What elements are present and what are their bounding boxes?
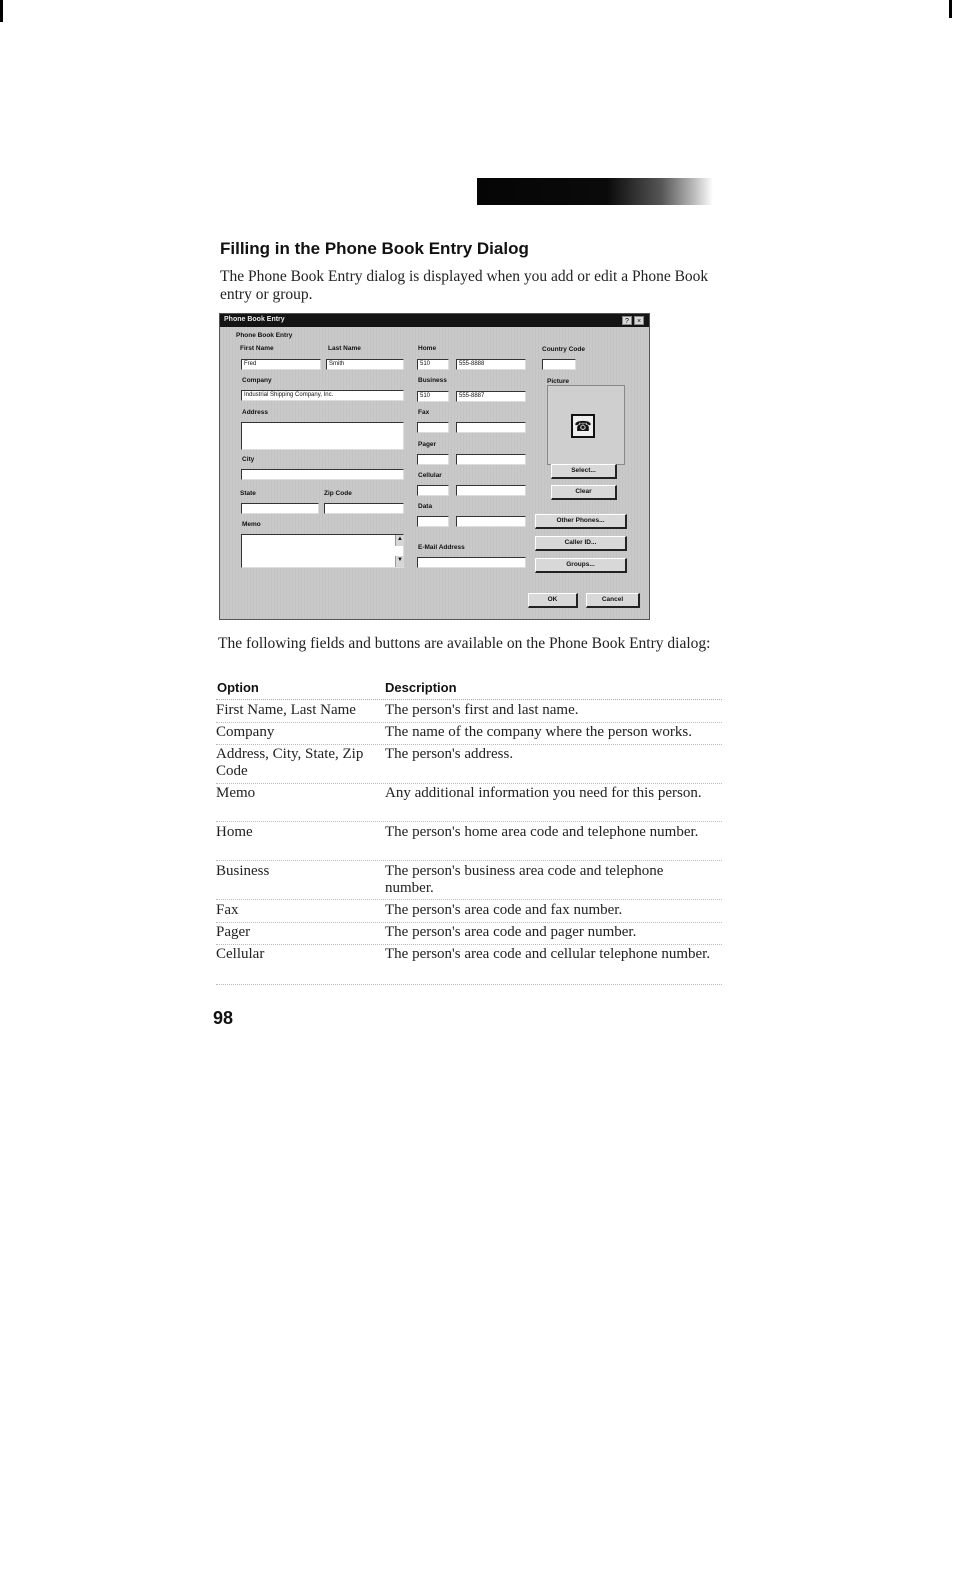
groups-button[interactable]: Groups... [535,558,627,573]
row-option: Company [216,724,275,740]
address-label: Address [242,409,269,416]
state-label: State [240,490,256,497]
pager-area-field[interactable] [417,454,449,465]
row-description: The person's area code and pager number. [385,924,637,940]
business-area-field[interactable]: 510 [417,391,449,402]
pager-label: Pager [418,441,437,448]
row-option: Pager [216,924,251,940]
select-button[interactable]: Select... [551,464,617,479]
other-phones-button[interactable]: Other Phones... [535,514,627,529]
cellular-number-field[interactable] [456,485,526,496]
country-code-label: Country Code [542,346,585,353]
row-description: The person's area code and cellular telephone number. [385,946,711,962]
email-label: E-Mail Address [418,544,465,551]
memo-field[interactable] [241,534,404,568]
home-area-field[interactable]: 510 [417,359,449,370]
phone-icon: ☎ [571,414,595,438]
close-button[interactable]: × [634,316,644,325]
last-name-label: Last Name [328,345,361,352]
chapter-header-bar [477,178,713,205]
memo-scroll-up-icon[interactable]: ▲ [395,535,404,546]
table-row [216,746,722,784]
help-button[interactable]: ? [622,316,632,325]
business-number-field[interactable]: 555-8887 [456,391,526,402]
table-row [216,902,722,923]
row-option: First Name, Last Name [216,702,356,718]
country-code-field[interactable] [542,359,576,370]
fax-number-field[interactable] [456,422,526,433]
group-label: Phone Book Entry [236,332,293,339]
data-label: Data [418,503,433,510]
table-row [216,724,722,745]
clear-button[interactable]: Clear [551,485,617,500]
caller-id-button[interactable]: Caller ID... [535,536,627,551]
fields-intro-paragraph: The following fields and buttons are available on the Phone Book Entry dialog: [218,635,711,652]
pager-number-field[interactable] [456,454,526,465]
cellular-label: Cellular [418,472,442,479]
page-number: 98 [213,1008,234,1028]
table-row [216,824,722,861]
intro-paragraph: The Phone Book Entry dialog is displayed when you add or edit a Phone Book entry or group. [220,268,709,303]
first-name-field[interactable]: Fred [241,359,321,370]
ok-button[interactable]: OK [528,593,578,608]
city-field[interactable] [241,469,404,480]
home-number-field[interactable]: 555-8888 [456,359,526,370]
row-description: Any additional information you need for this person. [385,785,702,801]
header-description: Description [385,680,457,695]
cellular-area-field[interactable] [417,485,449,496]
first-name-label: First Name [240,345,274,352]
table-row [216,924,722,945]
table-row [216,946,722,985]
memo-label: Memo [242,521,261,528]
table-row [216,863,722,900]
phone-book-entry-dialog [219,313,650,620]
company-field[interactable]: Industrial Shipping Company, Inc. [241,390,404,401]
row-option: Memo [216,785,256,801]
row-option: Business [216,863,270,879]
row-option: Home [216,824,253,840]
zip-code-field[interactable] [324,503,404,514]
last-name-field[interactable]: Smith [326,359,404,370]
home-label: Home [418,345,437,352]
row-description: The person's home area code and telephone number. [385,824,699,840]
table-row [216,702,722,723]
company-label: Company [242,377,272,384]
cancel-button[interactable]: Cancel [586,593,640,608]
data-area-field[interactable] [417,516,449,527]
row-option: Fax [216,902,239,918]
city-label: City [242,456,255,463]
business-label: Business [418,377,447,384]
state-field[interactable] [241,503,319,514]
row-description: The person's area code and fax number. [385,902,623,918]
row-option: Address, City, State, Zip Code [216,746,364,779]
fax-area-field[interactable] [417,422,449,433]
fax-label: Fax [418,409,430,416]
row-option: Cellular [216,946,265,962]
crop-mark-right [949,0,952,18]
dialog-title: Phone Book Entry [224,316,285,323]
memo-scroll-down-icon[interactable]: ▼ [395,556,404,567]
row-description: The person's first and last name. [385,702,579,718]
header-rule [216,699,722,700]
picture-label: Picture [547,378,570,385]
dialog-titlebar [220,314,649,327]
table-row [216,785,722,822]
email-field[interactable] [417,557,526,568]
crop-mark-left [0,0,3,22]
row-description: The name of the company where the person works. [385,724,692,740]
address-field[interactable] [241,422,404,450]
row-description: The person's business area code and telephone number. [385,863,664,896]
zip-code-label: Zip Code [324,490,352,497]
row-description: The person's address. [385,746,514,762]
section-title: Filling in the Phone Book Entry Dialog [220,239,529,258]
data-number-field[interactable] [456,516,526,527]
header-option: Option [217,680,259,695]
